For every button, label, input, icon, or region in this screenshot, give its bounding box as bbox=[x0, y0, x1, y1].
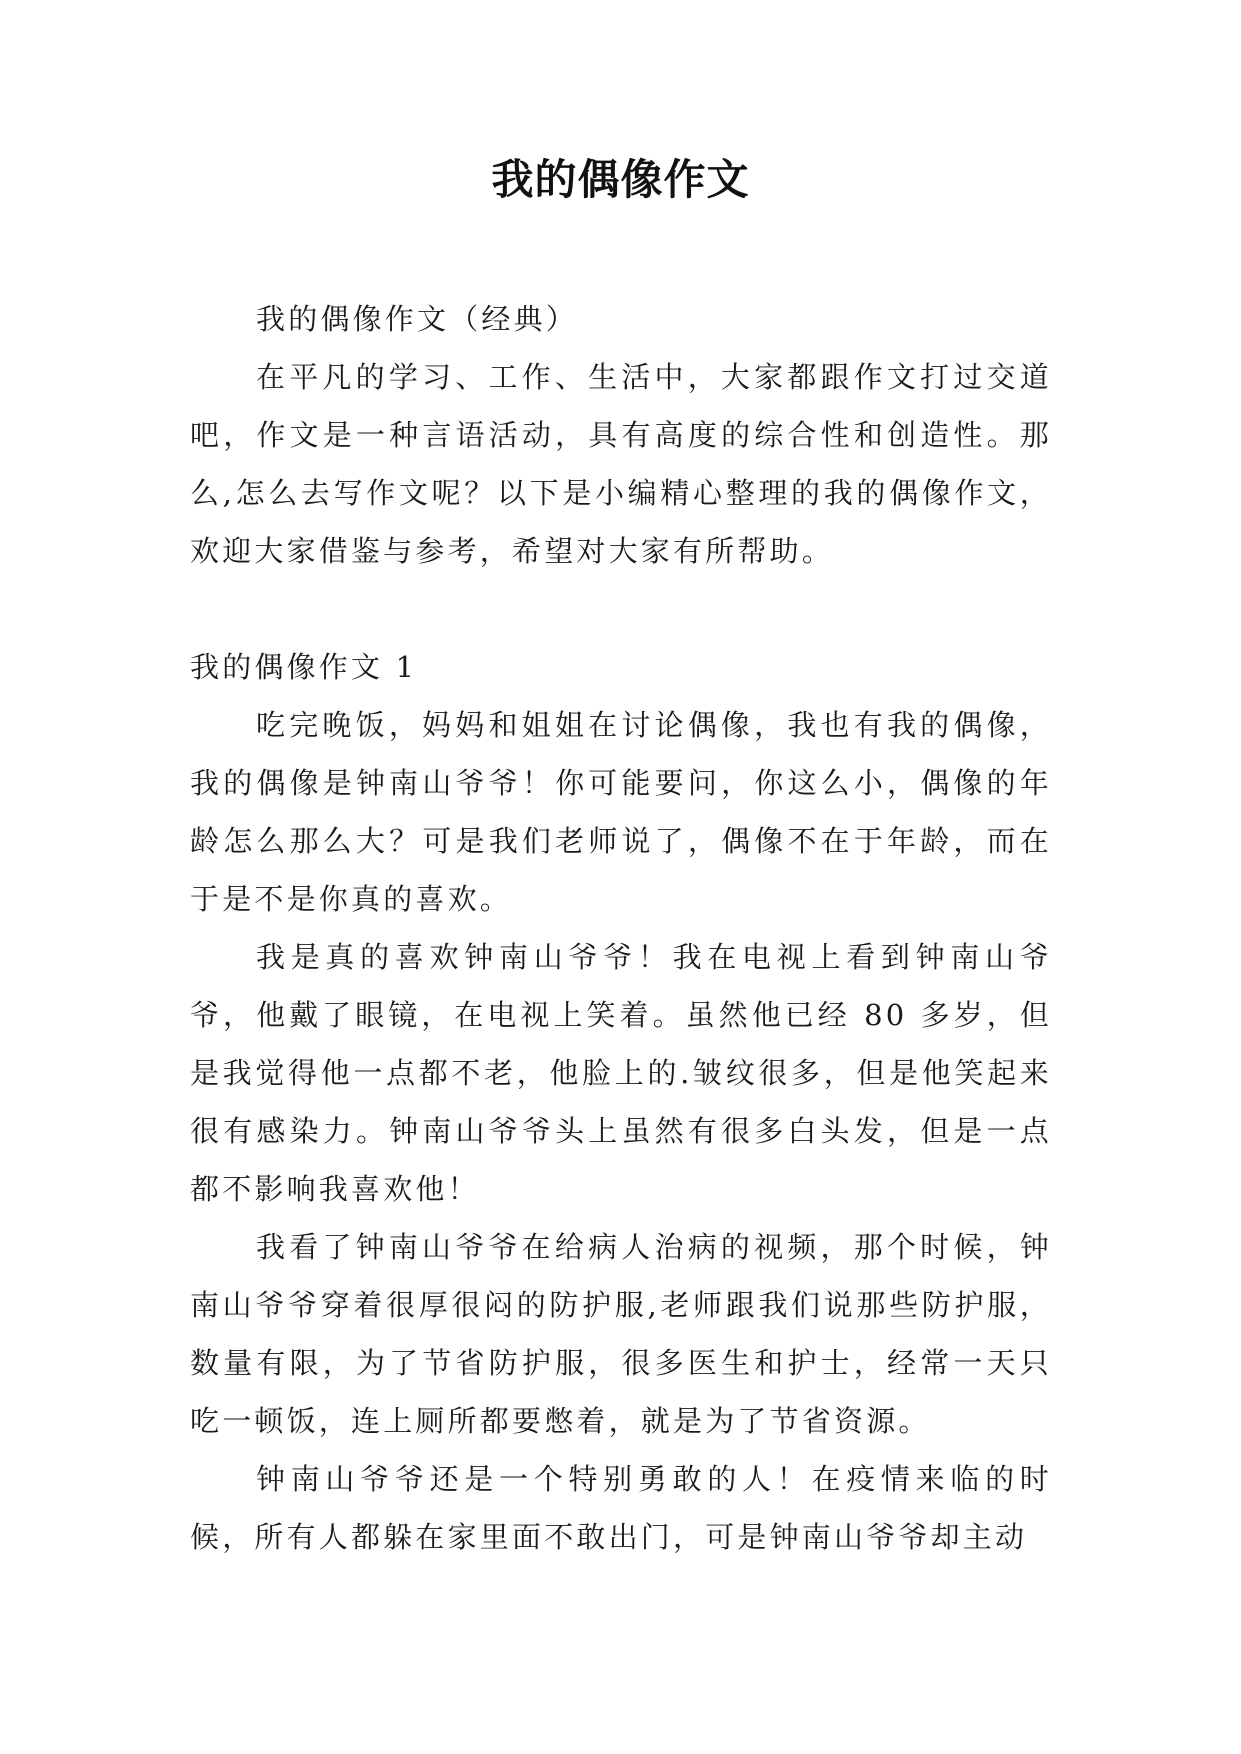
document-body bbox=[190, 290, 1052, 1566]
essay-paragraph-3: 我看了钟南山爷爷在给病人治病的视频，那个时候，钟南山爷爷穿着很厚很闷的防护服,老师跟我们说那些防护服，数量有限，为了节省防护服，很多医生和护士，经常一天只吃一顿饭，连上厕所都要憋着，就是为了节省资源。 bbox=[190, 1230, 1052, 1438]
intro-paragraph: 在平凡的学习、工作、生活中，大家都跟作文打过交道吧，作文是一种言语活动，具有高度的综合性和创造性。那么,怎么去写作文呢？以下是小编精心整理的我的偶像作文，欢迎大家借鉴与参考，希望对大家有所帮助。 bbox=[190, 360, 1052, 568]
essay-paragraph-1: 吃完晚饭，妈妈和姐姐在讨论偶像，我也有我的偶像，我的偶像是钟南山爷爷！你可能要问，你这么小，偶像的年龄怎么那么大？可是我们老师说了，偶像不在于年龄，而在于是不是你真的喜欢。 bbox=[190, 708, 1052, 916]
essay-paragraph-4: 钟南山爷爷还是一个特别勇敢的人！在疫情来临的时候，所有人都躲在家里面不敢出门，可是钟南山爷爷却主动 bbox=[190, 1462, 1052, 1554]
section-heading: 我的偶像作文 1 bbox=[190, 650, 418, 684]
document-title: 我的偶像作文 bbox=[491, 155, 750, 204]
essay-paragraph-2: 我是真的喜欢钟南山爷爷！我在电视上看到钟南山爷爷，他戴了眼镜，在电视上笑着。虽然他已经 80 多岁，但是我觉得他一点都不老，他脸上的.皱纹很多，但是他笑起来很有感染力。钟南山爷爷头上虽然有很多白头发，但是一点都不影响我喜欢他！ bbox=[190, 940, 1052, 1206]
document-subtitle: 我的偶像作文（经典） bbox=[256, 302, 579, 336]
